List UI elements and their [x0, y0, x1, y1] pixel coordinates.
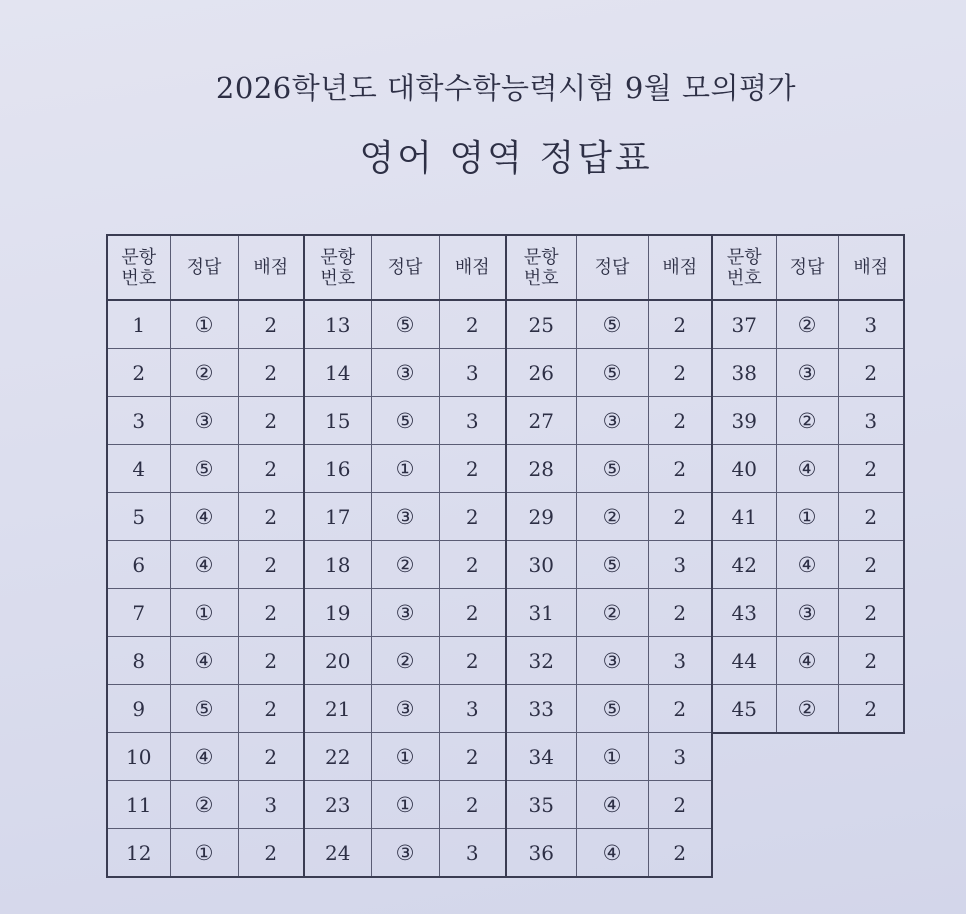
question-number: 7: [107, 589, 170, 637]
correct-answer: ④: [576, 829, 648, 878]
header-points: 배점: [238, 235, 304, 300]
question-number: 27: [506, 397, 576, 445]
question-number: 37: [712, 300, 776, 349]
correct-answer: ①: [170, 300, 238, 349]
question-number: 13: [304, 300, 371, 349]
table-header-row: [107, 235, 304, 300]
correct-answer: ①: [170, 589, 238, 637]
header-no-line1: 문항: [523, 246, 559, 268]
question-number: 38: [712, 349, 776, 397]
question-number: 2: [107, 349, 170, 397]
correct-answer: ③: [371, 493, 439, 541]
correct-answer: ③: [776, 589, 838, 637]
table-row: [304, 397, 506, 445]
header-answer: 정답: [776, 235, 838, 300]
correct-answer: ③: [776, 349, 838, 397]
question-points: 2: [838, 349, 904, 397]
correct-answer: ①: [371, 781, 439, 829]
question-points: 2: [838, 637, 904, 685]
table-row: [712, 589, 904, 637]
question-number: 22: [304, 733, 371, 781]
header-answer: 정답: [576, 235, 648, 300]
correct-answer: ④: [776, 637, 838, 685]
header-question-number: [506, 235, 576, 300]
table-row: [712, 541, 904, 589]
header-question-number: [304, 235, 371, 300]
question-number: 19: [304, 589, 371, 637]
question-points: 2: [439, 541, 506, 589]
question-points: 2: [238, 589, 304, 637]
question-points: 2: [648, 685, 712, 733]
correct-answer: ④: [776, 541, 838, 589]
table-row: [107, 637, 304, 685]
question-number: 24: [304, 829, 371, 878]
header-no-line2: 번호: [121, 267, 157, 289]
correct-answer: ⑤: [576, 349, 648, 397]
correct-answer: ②: [576, 589, 648, 637]
table-row: [107, 493, 304, 541]
correct-answer: ⑤: [576, 445, 648, 493]
correct-answer: ④: [170, 541, 238, 589]
question-points: 2: [648, 829, 712, 878]
correct-answer: ②: [776, 685, 838, 734]
question-number: 17: [304, 493, 371, 541]
table-row: [304, 493, 506, 541]
question-number: 40: [712, 445, 776, 493]
correct-answer: ⑤: [371, 397, 439, 445]
question-number: 11: [107, 781, 170, 829]
header-answer: 정답: [170, 235, 238, 300]
correct-answer: ④: [170, 493, 238, 541]
question-number: 42: [712, 541, 776, 589]
question-points: 2: [838, 445, 904, 493]
question-points: 2: [439, 589, 506, 637]
header-question-number: [712, 235, 776, 300]
header-no-line1: 문항: [121, 246, 157, 268]
question-points: 3: [648, 637, 712, 685]
table-row: [107, 541, 304, 589]
table-row: [506, 541, 712, 589]
correct-answer: ②: [776, 300, 838, 349]
header-points: 배점: [838, 235, 904, 300]
correct-answer: ①: [576, 733, 648, 781]
question-number: 43: [712, 589, 776, 637]
question-number: 33: [506, 685, 576, 733]
question-number: 34: [506, 733, 576, 781]
answer-table-group: [303, 234, 507, 878]
header-no-line1: 문항: [320, 246, 356, 268]
question-points: 3: [439, 685, 506, 733]
header-no-line2: 번호: [320, 267, 356, 289]
correct-answer: ②: [576, 493, 648, 541]
correct-answer: ②: [776, 397, 838, 445]
question-points: 3: [439, 349, 506, 397]
answer-table-group: [711, 234, 905, 734]
question-number: 4: [107, 445, 170, 493]
question-points: 2: [648, 589, 712, 637]
question-number: 45: [712, 685, 776, 734]
table-row: [304, 349, 506, 397]
correct-answer: ③: [170, 397, 238, 445]
question-points: 2: [838, 589, 904, 637]
table-row: [712, 349, 904, 397]
question-points: 2: [238, 300, 304, 349]
header-no-line2: 번호: [523, 267, 559, 289]
table-row: [506, 349, 712, 397]
correct-answer: ②: [170, 349, 238, 397]
correct-answer: ①: [371, 733, 439, 781]
correct-answer: ②: [371, 541, 439, 589]
question-number: 28: [506, 445, 576, 493]
question-number: 35: [506, 781, 576, 829]
question-points: 2: [439, 781, 506, 829]
correct-answer: ①: [776, 493, 838, 541]
answer-table-group: [505, 234, 713, 878]
question-points: 2: [648, 349, 712, 397]
question-points: 2: [648, 493, 712, 541]
table-row: [712, 493, 904, 541]
correct-answer: ⑤: [576, 300, 648, 349]
question-number: 16: [304, 445, 371, 493]
table-row: [506, 300, 712, 349]
question-number: 15: [304, 397, 371, 445]
correct-answer: ①: [170, 829, 238, 878]
correct-answer: ①: [371, 445, 439, 493]
question-points: 2: [238, 349, 304, 397]
table-row: [712, 445, 904, 493]
question-number: 1: [107, 300, 170, 349]
correct-answer: ④: [170, 733, 238, 781]
page-title: 2026학년도 대학수학능력시험 9월 모의평가: [215, 71, 797, 105]
question-number: 20: [304, 637, 371, 685]
table-row: [506, 781, 712, 829]
question-points: 3: [648, 541, 712, 589]
question-points: 2: [238, 541, 304, 589]
question-points: 2: [648, 445, 712, 493]
correct-answer: ④: [776, 445, 838, 493]
table-row: [506, 493, 712, 541]
table-row: [304, 445, 506, 493]
question-number: 30: [506, 541, 576, 589]
correct-answer: ③: [576, 397, 648, 445]
question-points: 2: [648, 781, 712, 829]
answer-table-group: [106, 234, 305, 878]
table-row: [506, 733, 712, 781]
question-number: 14: [304, 349, 371, 397]
table-row: [304, 541, 506, 589]
table-row: [304, 781, 506, 829]
question-points: 3: [838, 300, 904, 349]
question-points: 3: [838, 397, 904, 445]
table-row: [304, 589, 506, 637]
table-row: [712, 397, 904, 445]
table-row: [107, 781, 304, 829]
correct-answer: ③: [576, 637, 648, 685]
question-points: 2: [648, 300, 712, 349]
question-points: 2: [439, 445, 506, 493]
correct-answer: ②: [371, 637, 439, 685]
table-row: [107, 445, 304, 493]
question-number: 32: [506, 637, 576, 685]
table-row: [304, 829, 506, 878]
header-question-number: [107, 235, 170, 300]
table-row: [304, 300, 506, 349]
question-points: 2: [439, 637, 506, 685]
header-no-line2: 번호: [726, 267, 762, 289]
correct-answer: ⑤: [576, 541, 648, 589]
table-row: [506, 829, 712, 878]
table-row: [506, 397, 712, 445]
correct-answer: ⑤: [170, 445, 238, 493]
question-points: 3: [648, 733, 712, 781]
table-header-row: [712, 235, 904, 300]
question-points: 2: [238, 637, 304, 685]
question-number: 44: [712, 637, 776, 685]
question-number: 12: [107, 829, 170, 878]
table-row: [304, 685, 506, 733]
question-number: 5: [107, 493, 170, 541]
question-points: 2: [439, 493, 506, 541]
question-points: 2: [238, 733, 304, 781]
question-points: 2: [648, 397, 712, 445]
table-row: [107, 349, 304, 397]
table-row: [506, 589, 712, 637]
question-points: 2: [238, 685, 304, 733]
question-number: 10: [107, 733, 170, 781]
correct-answer: ⑤: [371, 300, 439, 349]
question-points: 2: [838, 685, 904, 734]
question-number: 6: [107, 541, 170, 589]
question-number: 29: [506, 493, 576, 541]
table-row: [107, 589, 304, 637]
question-points: 2: [238, 397, 304, 445]
table-row: [107, 685, 304, 733]
correct-answer: ⑤: [576, 685, 648, 733]
table-header-row: [304, 235, 506, 300]
header-answer: 정답: [371, 235, 439, 300]
question-points: 3: [439, 397, 506, 445]
table-row: [506, 445, 712, 493]
correct-answer: ④: [576, 781, 648, 829]
question-points: 2: [439, 733, 506, 781]
question-number: 31: [506, 589, 576, 637]
header-points: 배점: [648, 235, 712, 300]
table-row: [107, 829, 304, 878]
correct-answer: ③: [371, 685, 439, 733]
question-number: 23: [304, 781, 371, 829]
question-number: 21: [304, 685, 371, 733]
question-points: 2: [238, 829, 304, 878]
table-row: [712, 300, 904, 349]
table-header-row: [506, 235, 712, 300]
header-no-line1: 문항: [726, 246, 762, 268]
page-subtitle: 영어 영역 정답표: [359, 138, 653, 179]
correct-answer: ③: [371, 349, 439, 397]
question-number: 18: [304, 541, 371, 589]
correct-answer: ③: [371, 589, 439, 637]
question-points: 2: [439, 300, 506, 349]
table-row: [107, 397, 304, 445]
question-number: 41: [712, 493, 776, 541]
table-row: [304, 733, 506, 781]
table-row: [304, 637, 506, 685]
correct-answer: ③: [371, 829, 439, 878]
question-points: 2: [838, 493, 904, 541]
table-row: [107, 733, 304, 781]
question-points: 2: [238, 493, 304, 541]
correct-answer: ②: [170, 781, 238, 829]
question-number: 9: [107, 685, 170, 733]
correct-answer: ④: [170, 637, 238, 685]
question-number: 3: [107, 397, 170, 445]
correct-answer: ⑤: [170, 685, 238, 733]
header-points: 배점: [439, 235, 506, 300]
table-row: [712, 685, 904, 734]
question-points: 2: [838, 541, 904, 589]
question-points: 3: [238, 781, 304, 829]
question-points: 2: [238, 445, 304, 493]
question-number: 36: [506, 829, 576, 878]
question-number: 25: [506, 300, 576, 349]
table-row: [506, 637, 712, 685]
question-points: 3: [439, 829, 506, 878]
table-row: [107, 300, 304, 349]
question-number: 39: [712, 397, 776, 445]
question-number: 26: [506, 349, 576, 397]
table-row: [506, 685, 712, 733]
question-number: 8: [107, 637, 170, 685]
table-row: [712, 637, 904, 685]
